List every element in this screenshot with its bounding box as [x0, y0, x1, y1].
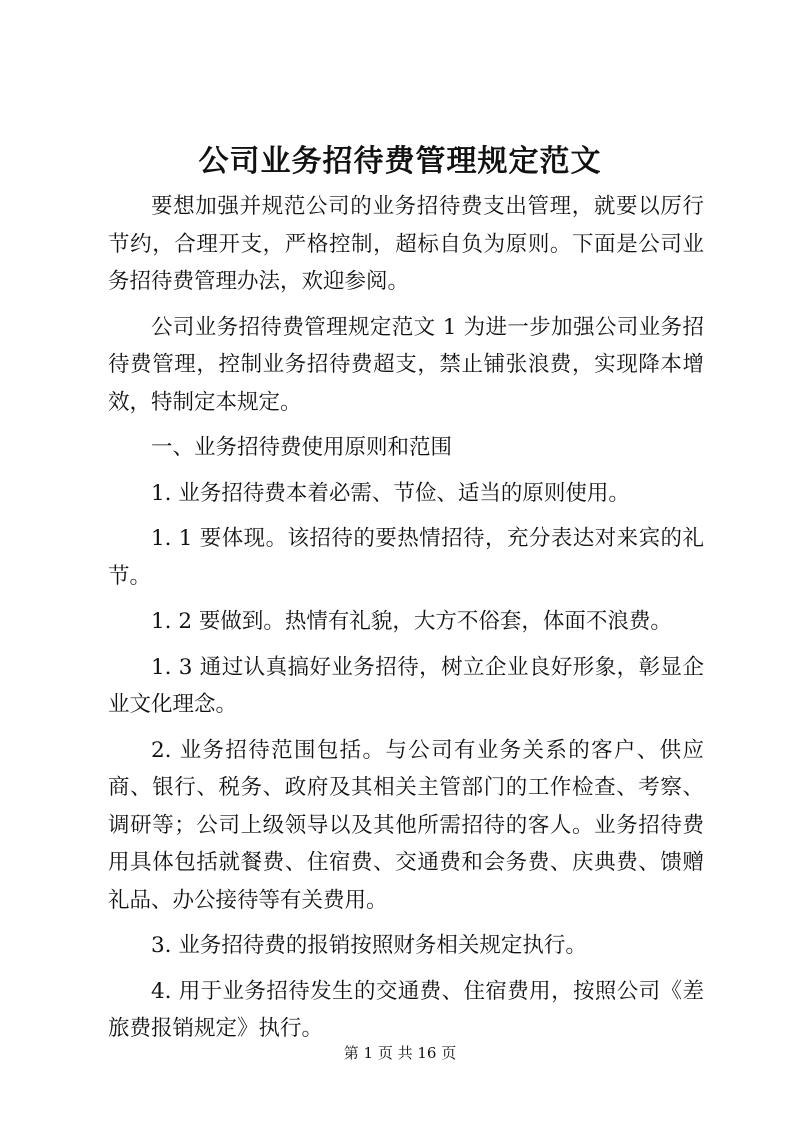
document-body [108, 188, 704, 1056]
paragraph: 1. 2 要做到。热情有礼貌，大方不俗套，体面不浪费。 [151, 609, 672, 634]
paragraph: 3. 业务招待费的报销按照财务相关规定执行。 [151, 933, 587, 958]
paragraph: 2. 业务招待范围包括。与公司有业务关系的客户、供应商、银行、税务、政府及其相关主管部门的工作检查、考察、调研等；公司上级领导以及其他所需招待的客人。业务招待费用具体包括就餐费、住宿费、交通费和会务费、庆典费、馈赠礼品、办公接待等有关费用。 [108, 737, 704, 913]
section-heading: 一、业务招待费使用原则和范围 [151, 435, 453, 460]
paragraph: 4. 用于业务招待发生的交通费、住宿费用，按照公司《差旅费报销规定》执行。 [108, 978, 704, 1041]
document-title: 公司业务招待费管理规定范文 [198, 144, 602, 179]
paragraph: 1. 业务招待费本着必需、节俭、适当的原则使用。 [151, 480, 630, 506]
paragraph: 要想加强并规范公司的业务招待费支出管理，就要以厉行节约，合理开支，严格控制，超标自负为原则。下面是公司业务招待费管理办法，欢迎参阅。 [108, 194, 704, 294]
page-footer: 第 1 页 共 16 页 [343, 1044, 457, 1062]
paragraph: 1. 3 通过认真搞好业务招待，树立企业良好形象，彰显企业文化理念。 [108, 654, 704, 717]
paragraph: 1. 1 要体现。该招待的要热情招待，充分表达对来宾的礼节。 [108, 526, 704, 589]
paragraph: 公司业务招待费管理规定范文 1 为进一步加强公司业务招待费管理，控制业务招待费超支，禁止铺张浪费，实现降本增效，特制定本规定。 [108, 314, 704, 415]
